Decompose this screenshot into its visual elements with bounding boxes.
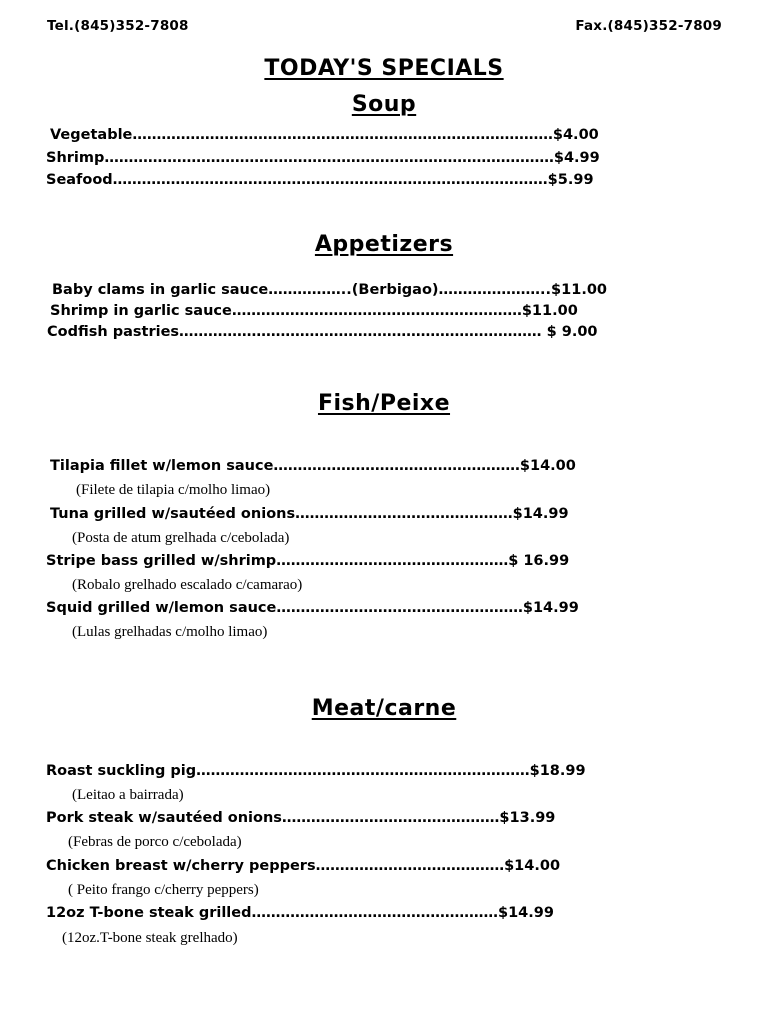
menu-item-vegetable-soup: Vegetable……………………………………………………………………………$4.00 [50,127,599,143]
menu-item-baby-clams: Baby clams in garlic sauce……………..(Berbigao)…………………..$11.00 [52,282,608,298]
menu-item-pork-steak: Pork steak w/sautéed onions………………………………………$13.99 [46,810,556,826]
menu-item-stripe-bass-translation: (Robalo grelhado escalado c/camarao) [72,577,303,593]
menu-item-codfish-pastries: Codfish pastries………………………………………………………………… $ 9.00 [47,324,598,340]
menu-item-suckling-pig-translation: (Leitao a bairrada) [72,787,184,803]
menu-item-squid-translation: (Lulas grelhadas c/molho limao) [72,624,268,640]
menu-item-chicken-breast-translation: ( Peito frango c/cherry peppers) [68,882,259,898]
menu-item-tbone-steak: 12oz T-bone steak grilled……………………………………………$14.99 [46,905,554,921]
menu-item-tuna-translation: (Posta de atum grelhada c/cebolada) [72,530,290,546]
section-heading-fish: Fish/Peixe [317,391,451,416]
menu-item-pork-steak-translation: (Febras de porco c/cebolada) [68,834,242,850]
menu-item-suckling-pig: Roast suckling pig……………………………………………………………$18.99 [46,763,586,779]
menu-item-tbone-steak-translation: (12oz.T-bone steak grelhado) [62,930,238,946]
menu-item-stripe-bass: Stripe bass grilled w/shrimp…………………………………………$ 16.99 [46,553,570,569]
menu-item-tuna: Tuna grilled w/sautéed onions………………………………………$14.99 [50,506,569,522]
menu-item-seafood-soup: Seafood………………………………………………………………………………$5.99 [46,172,594,188]
telephone-number: Tel.(845)352-7808 [47,18,189,34]
fax-number: Fax.(845)352-7809 [575,18,722,34]
menu-item-shrimp-soup: Shrimp…………………………………………………………………………………$4.99 [46,150,600,166]
section-heading-meat: Meat/carne [311,696,457,721]
page-title: TODAY'S SPECIALS [264,56,504,81]
menu-item-tilapia: Tilapia fillet w/lemon sauce……………………………………………$14.00 [50,458,576,474]
menu-item-squid: Squid grilled w/lemon sauce……………………………………………$14.99 [46,600,579,616]
menu-item-tilapia-translation: (Filete de tilapia c/molho limao) [76,482,271,498]
menu-item-chicken-breast: Chicken breast w/cherry peppers…………………………………$14.00 [46,858,561,874]
menu-item-shrimp-garlic: Shrimp in garlic sauce……………………………………………………$11.00 [50,303,578,319]
section-heading-appetizers: Appetizers [314,232,454,257]
section-heading-soup: Soup [351,92,417,117]
